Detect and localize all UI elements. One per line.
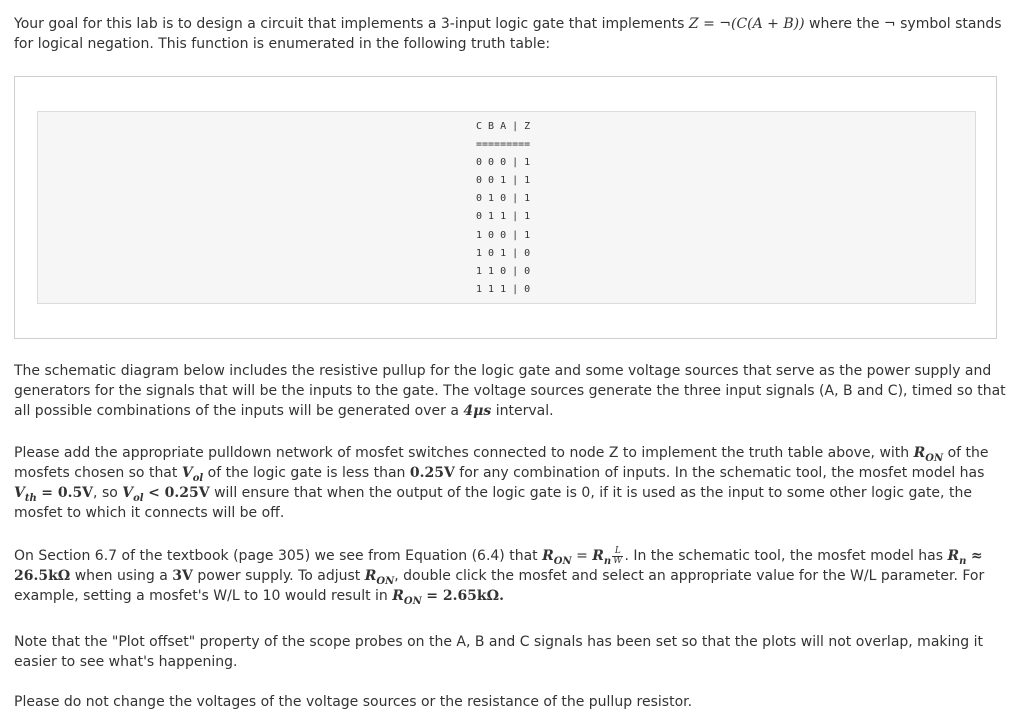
truth-table — [476, 118, 530, 299]
truth-table-row: 0 1 0 | 1 — [476, 193, 531, 205]
truth-table-row: 0 1 1 | 1 — [476, 211, 531, 223]
pulldown-paragraph: Please add the appropriate pulldown network of mosfet switches connected to node Z to implement the truth table above, with $R_{ON}$ of the mosfets chosen so that $V_{ol}$ of the logic gate is less than 0.25V for any combination of inputs. In the schematic tool, the mosfet model has $V_{th} = 0.5V$, so $V_{ol} < 0.25V$ will ensure that when the output of the logic gate is 0, if it is used as the input to some other logic gate, the mosfet to which it connects will be off. — [14, 445, 989, 521]
truth-table-row: 1 1 0 | 0 — [476, 265, 531, 277]
l-over-w-fraction: $\frac{L}{W}$ — [613, 545, 623, 566]
truth-table-row: 1 0 1 | 0 — [476, 247, 531, 259]
truth-table-separator: ========= — [476, 139, 531, 151]
truth-table-row: 1 1 1 | 0 — [476, 283, 531, 295]
final-paragraph: Please do not change the voltages of the voltage sources or the resistance of the pullup resistor. — [14, 694, 693, 710]
interval-value: 4μs — [463, 403, 492, 419]
formula-rhs: ¬(C(A + B)) — [719, 16, 805, 32]
truth-table-row: 1 0 0 | 1 — [476, 229, 531, 241]
note-paragraph: Note that the "Plot offset" property of the scope probes on the A, B and C signals has been set so that the plots will not overlap, making it easier to see what's happening. — [14, 634, 983, 670]
intro-paragraph: Your goal for this lab is to design a circuit that implements a 3-input logic gate that implements Z = ¬(C(A + B)) where the ¬ symbol stands for logical negation. This function is enumerated in the following truth table: — [14, 16, 1002, 52]
section-paragraph: On Section 6.7 of the textbook (page 305) we see from Equation (6.4) that $R_{ON} = R_n$ $\frac{L}{W}$ . In the schematic tool, the mosfet model has $R_n \approx 26.5k\Omega$ when using a 3V power supply. To adjust $R_{ON}$, double click the mosfet and select an appropriate value for the W/L parameter. For example, setting a mosfet's W/L to 10 would result in $R_{ON} = 2.65k\Omega$. — [14, 545, 985, 607]
truth-table-row: 0 0 0 | 1 — [476, 157, 531, 169]
schematic-paragraph: The schematic diagram below includes the resistive pullup for the logic gate and some voltage sources that serve as the power supply and generators for the signals that will be the inputs to the gate. The voltage sources generate the three input signals (A, B and C), timed so that all possible combinations of the inputs will be generated over a 4μs interval. — [14, 363, 1006, 419]
formula-z: Z — [688, 16, 699, 32]
truth-table-header: C B A | Z — [476, 121, 531, 132]
truth-table-row: 0 0 1 | 1 — [476, 175, 531, 187]
